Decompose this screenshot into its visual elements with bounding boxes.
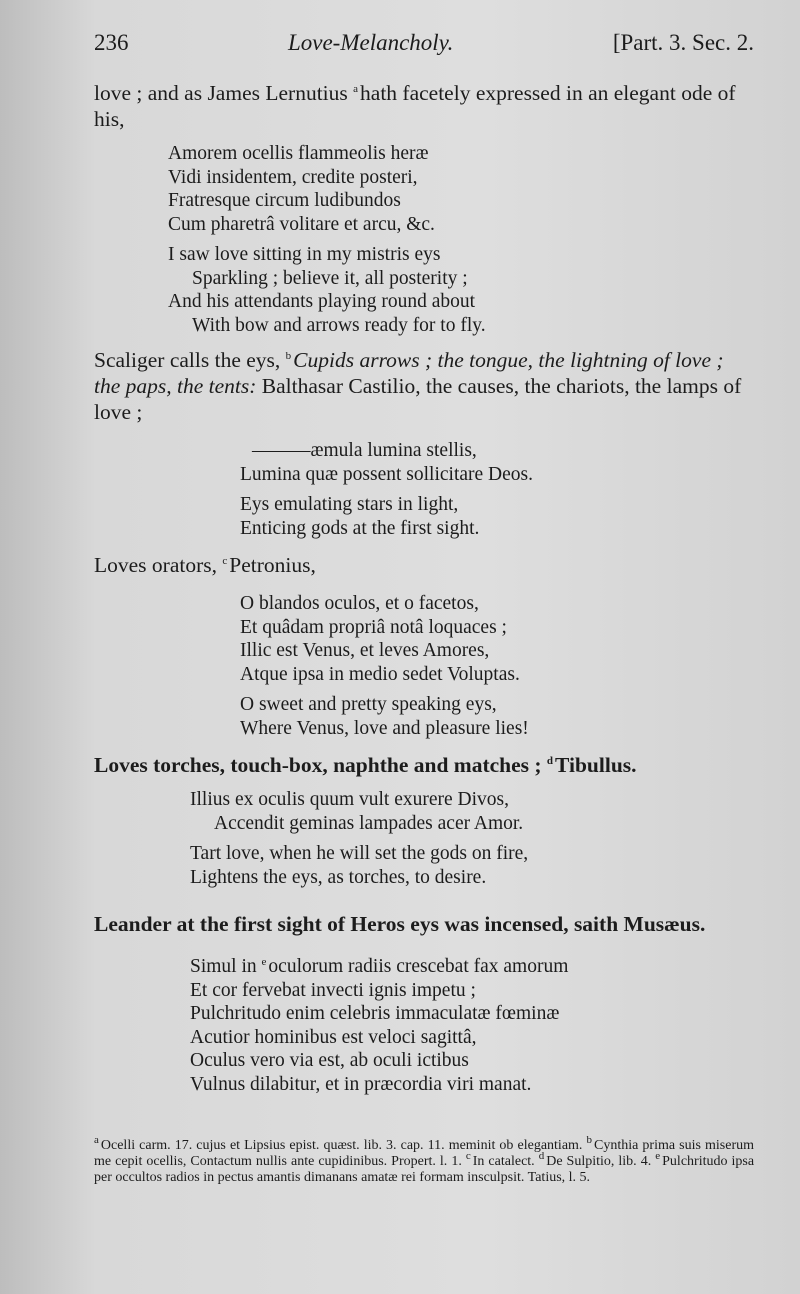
verse-line: Illic est Venus, et leves Amores, xyxy=(240,640,490,661)
verse-english-4 xyxy=(190,842,754,889)
verse-line: Atque ipsa in medio sedet Voluptas. xyxy=(240,663,520,685)
verse-line: Amorem ocellis flammeolis heræ xyxy=(168,143,429,164)
verse-latin-4 xyxy=(190,788,754,835)
paragraph-petronius xyxy=(94,552,754,578)
paragraph-text: Petronius, xyxy=(229,553,316,577)
paragraph-text: Leander at the first sight of Heros eys was incensed, saith Musæus. xyxy=(94,912,706,936)
verse-line: Cum pharetrâ volitare et arcu, &c. xyxy=(168,213,435,235)
verse-line: Accendit geminas lampades acer Amor. xyxy=(214,812,524,834)
footnote-marker: d xyxy=(538,1150,545,1163)
verse-line xyxy=(190,955,754,979)
paragraph-text: Balthasar Castilio, the causes, the chariots, the lamps of love ; xyxy=(94,374,742,424)
verse-line: Acutior hominibus est veloci sagittâ, xyxy=(190,1026,477,1048)
footnote-marker: e xyxy=(655,1150,661,1163)
verse-english-2 xyxy=(240,493,754,540)
verse-line: Vidi insidentem, credite posteri, xyxy=(168,166,418,188)
section-label: [Part. 3. Sec. 2. xyxy=(612,30,754,55)
footnote-marker: b xyxy=(285,349,292,362)
verse-line: Sparkling ; believe it, all posterity ; xyxy=(192,267,468,289)
paragraph-text: love ; and as James Lernutius xyxy=(94,81,348,105)
footnote-d: De Sulpitio, lib. 4. xyxy=(546,1154,652,1169)
verse-latin-2 xyxy=(240,439,754,486)
footnote-a: Ocelli carm. 17. cujus et Lipsius epist. quæst. lib. 3. cap. 11. meminit ob elegantiam. xyxy=(100,1138,583,1153)
footnote-e: Pulchritudo ipsa per occultos radios in pectus amantis dimanans amatæ rei formam insculpsit. Tatius, l. 5. xyxy=(94,1154,755,1185)
paragraph-text: Scaliger calls the eys, xyxy=(94,348,281,372)
paragraph-text: Tibullus. xyxy=(555,753,637,777)
verse-english-1 xyxy=(168,243,754,337)
footnote-marker: d xyxy=(546,754,554,767)
verse-line: Illius ex oculis quum vult exurere Divos, xyxy=(190,789,509,810)
verse-line: With bow and arrows ready for to fly. xyxy=(192,314,486,336)
verse-line: O sweet and pretty speaking eys, xyxy=(240,694,497,715)
verse-line: Fratresque circum ludibundos xyxy=(168,190,401,211)
footnote-marker: c xyxy=(222,554,228,567)
verse-line: O blandos oculos, et o facetos, xyxy=(240,593,479,614)
footnote-marker: b xyxy=(586,1134,593,1147)
footnote-b: Cynthia prima suis miserum me cepit ocellis, Contactum nullis ante cupidinibus. Propert. l. 1. xyxy=(94,1138,755,1169)
verse-line: Et quâdam propriâ notâ loquaces ; xyxy=(240,616,507,638)
paragraph-scaliger xyxy=(94,347,754,425)
verse-line: Where Venus, love and pleasure lies! xyxy=(240,717,529,739)
running-title: Love-Melancholy. xyxy=(287,30,454,55)
verse-line: Eys emulating stars in light, xyxy=(240,494,459,515)
verse-latin-1 xyxy=(168,142,754,236)
paragraph-text: hath facetely expressed in an elegant ode of his, xyxy=(94,81,736,131)
verse-latin-5 xyxy=(190,955,754,1096)
footnote-marker: a xyxy=(353,82,359,95)
page-number: 236 xyxy=(94,30,129,55)
paragraph-text: Loves orators, xyxy=(94,553,217,577)
verse-line: ———æmula lumina stellis, xyxy=(252,440,477,461)
footnote-marker: c xyxy=(465,1150,471,1163)
verse-line: Lumina quæ possent sollicitare Deos. xyxy=(240,463,533,485)
verse-line: And his attendants playing round about xyxy=(168,291,476,312)
paragraph-tibullus xyxy=(94,752,754,778)
verse-line: Enticing gods at the first sight. xyxy=(240,517,480,539)
paragraph-lernutius xyxy=(94,80,754,132)
paragraph-leander xyxy=(94,911,754,937)
verse-line: Pulchritudo enim celebris immaculatæ fœminæ xyxy=(190,1003,560,1024)
verse-line: I saw love sitting in my mistris eys xyxy=(168,244,441,265)
italic-quote: Cupids arrows ; the tongue, the lightning of love ; the paps, the tents: xyxy=(94,348,724,398)
verse-line: Oculus vero via est, ab oculi ictibus xyxy=(190,1050,469,1071)
footnote-block xyxy=(94,1134,755,1186)
paragraph-text: Loves torches, touch-box, naphthe and matches ; xyxy=(94,753,542,777)
verse-line: Lightens the eys, as torches, to desire. xyxy=(190,866,487,888)
verse-line: Et cor fervebat invecti ignis impetu ; xyxy=(190,979,476,1001)
footnote-marker: e xyxy=(261,955,267,968)
verse-latin-3 xyxy=(240,592,754,686)
footnotes xyxy=(94,1134,755,1186)
verse-text: oculorum radiis crescebat fax amorum xyxy=(268,956,569,977)
verse-line: Tart love, when he will set the gods on fire, xyxy=(190,843,529,864)
verse-text: Simul in xyxy=(190,956,257,977)
footnote-c: In catalect. xyxy=(472,1154,535,1169)
verse-english-3 xyxy=(240,693,754,740)
running-header xyxy=(94,30,754,68)
footnote-marker: a xyxy=(94,1134,99,1147)
verse-line: Vulnus dilabitur, et in præcordia viri manat. xyxy=(190,1073,532,1095)
